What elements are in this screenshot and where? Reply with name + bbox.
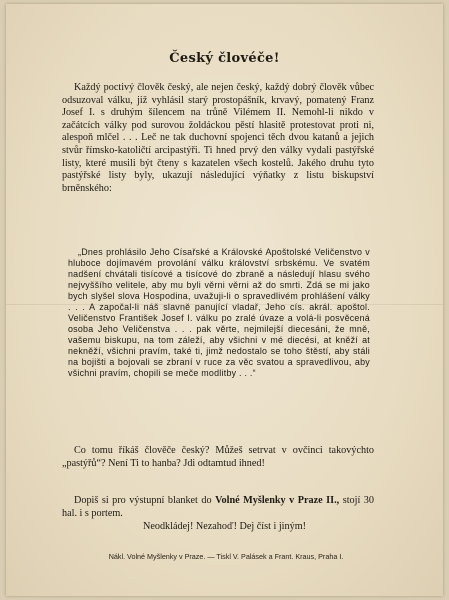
- intro-text: Každý poctivý člověk český, ale nejen český, každý dobrý člověk vůbec odsuzoval válku, již vyhlásil starý prostopášník, krvavý, pomatený Franz Josef I. s druhým šílencem na trůně Vilémem II. Nemohl-li nikdo v začátcích války pod surovou žoldáckou pěstí hlasitě protestovat proti ni, alespoň mlčel . . . Leč ne tak duchovní spojenci těch dvou katanů a jejich stvůr římsko-katoličtí arcipastýři. Ti hned prvý den války vydali pastýřské listy, které musili být čteny s kazatelen všech kostelů. Jakého druhu tyto pastýřské listy byly, ukazují následující výňatky z listu biskupství brněnského:: [62, 82, 374, 194]
- order-paragraph: [62, 495, 374, 521]
- intro-paragraph: [62, 82, 374, 195]
- publisher-name: Volné Myšlenky v Praze II.,: [215, 495, 340, 506]
- imprint-footer: Nákl. Volné Myšlenky v Praze. — Tiskl V. Palásek a Frant. Kraus, Praha I.: [108, 552, 344, 561]
- leaflet-page: [6, 4, 443, 596]
- pastoral-letter-quote: [68, 247, 370, 379]
- quote-text: „Dnes prohlásilo Jeho Císařské a Královské Apoštolské Veličenstvo v hluboce dojímavém provolání válku království srbskému. Ve svatém nadšení chvátali tisícové a tisícové do zbraně a následují hlasu svého nejvyššího velitele, aby mu byli věrni věrni až do smrti. Zdá se mi jako bych slyšel slova Hospodina, uvažuji-li o spravedlivém prohlášení války . . . A započal-li náš slavně panující vladař, Jeho cís. akrál. apoštol. Veličenstvo František Josef I. válku po zralé úvaze a volá-li posvěcená osoba Jeho Veličenstva . . . pak věrte, nejmilejší diecesáni, že mně, vašemu biskupu, na tom záleží, aby všichni v mé diecési, at kněží at nekněží, všichni pravím, také ti, jimž nedostalo se toho štěstí, aby stáli na bojišti a bojovali se zbraní v ruce za věc svatou a spravedlivou, aby všichni pravím, chopili se meče modlitby . . .“: [68, 247, 370, 378]
- order-suffix: stojí 30 hal. i s portem.: [62, 495, 374, 519]
- call-to-action: Neodkládej! Nezahoď! Dej číst i jiným!: [142, 521, 307, 532]
- order-prefix: Dopiš si pro výstupní blanket do: [74, 495, 216, 506]
- closing-paragraph: [62, 445, 374, 470]
- closing-text: Co tomu říkáš člověče český? Můžeš setrvat v ovčinci takovýchto „pastýřů“? Není Ti to hanba? Jdi odtamtud ihned!: [62, 445, 374, 469]
- page-title: Český človéče!: [169, 51, 280, 66]
